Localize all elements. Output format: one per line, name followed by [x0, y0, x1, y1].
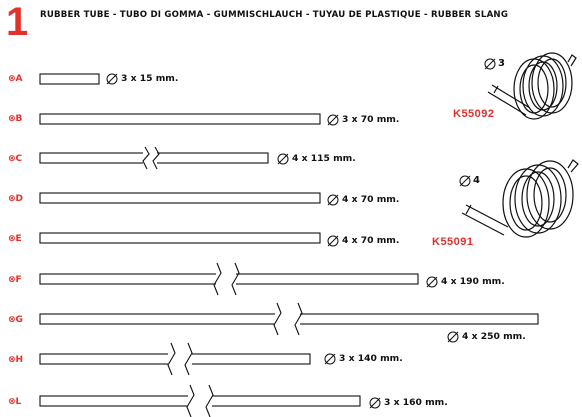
break-h — [168, 343, 192, 375]
diameter-icon — [278, 154, 288, 164]
item-label-f: ⊗F — [8, 275, 22, 285]
item-label-e: ⊗E — [8, 234, 22, 244]
size-f: 4 x 190 mm. — [441, 276, 505, 287]
diameter-icon — [427, 277, 437, 287]
coil-k55091 — [462, 160, 578, 237]
break-f — [214, 263, 239, 295]
diameter-icon — [107, 74, 117, 84]
coil-code-2: K55091 — [432, 236, 474, 248]
size-a: 3 x 15 mm. — [121, 73, 179, 84]
diameter-icon — [448, 332, 458, 342]
diameter-icon — [485, 59, 495, 69]
break-l — [187, 385, 213, 417]
coil-code-1: K55092 — [453, 108, 495, 120]
coil-diameter-1: 3 — [498, 58, 505, 69]
item-label-h: ⊗H — [8, 355, 24, 365]
tube-e — [40, 233, 320, 243]
break-c — [143, 147, 159, 169]
diameter-icon — [328, 115, 338, 125]
size-b: 3 x 70 mm. — [342, 114, 400, 125]
item-label-l: ⊗L — [8, 397, 22, 407]
tube-a — [40, 74, 99, 84]
break-g — [274, 303, 302, 335]
item-label-d: ⊗D — [8, 194, 24, 204]
page-title: RUBBER TUBE - TUBO DI GOMMA - GUMMISCHLAUCH - TUYAU DE PLASTIQUE - RUBBER SLANG — [40, 10, 509, 20]
item-label-g: ⊗G — [8, 315, 23, 325]
diameter-icon — [370, 398, 380, 408]
diameter-icon — [328, 195, 338, 205]
diameter-icon — [325, 354, 335, 364]
tube-d — [40, 193, 320, 203]
item-label-c: ⊗C — [8, 154, 23, 164]
size-d: 4 x 70 mm. — [342, 194, 400, 205]
item-label-a: ⊗A — [8, 74, 23, 84]
diameter-icon — [460, 176, 470, 186]
size-c: 4 x 115 mm. — [292, 153, 356, 164]
size-l: 3 x 160 mm. — [384, 397, 448, 408]
coil-diameter-2: 4 — [473, 175, 480, 186]
size-h: 3 x 140 mm. — [339, 353, 403, 364]
size-g: 4 x 250 mm. — [462, 331, 526, 342]
item-label-b: ⊗B — [8, 114, 23, 124]
size-e: 4 x 70 mm. — [342, 235, 400, 246]
section-number: 1 — [6, 0, 29, 44]
tube-b — [40, 114, 320, 124]
diameter-icon — [328, 236, 338, 246]
